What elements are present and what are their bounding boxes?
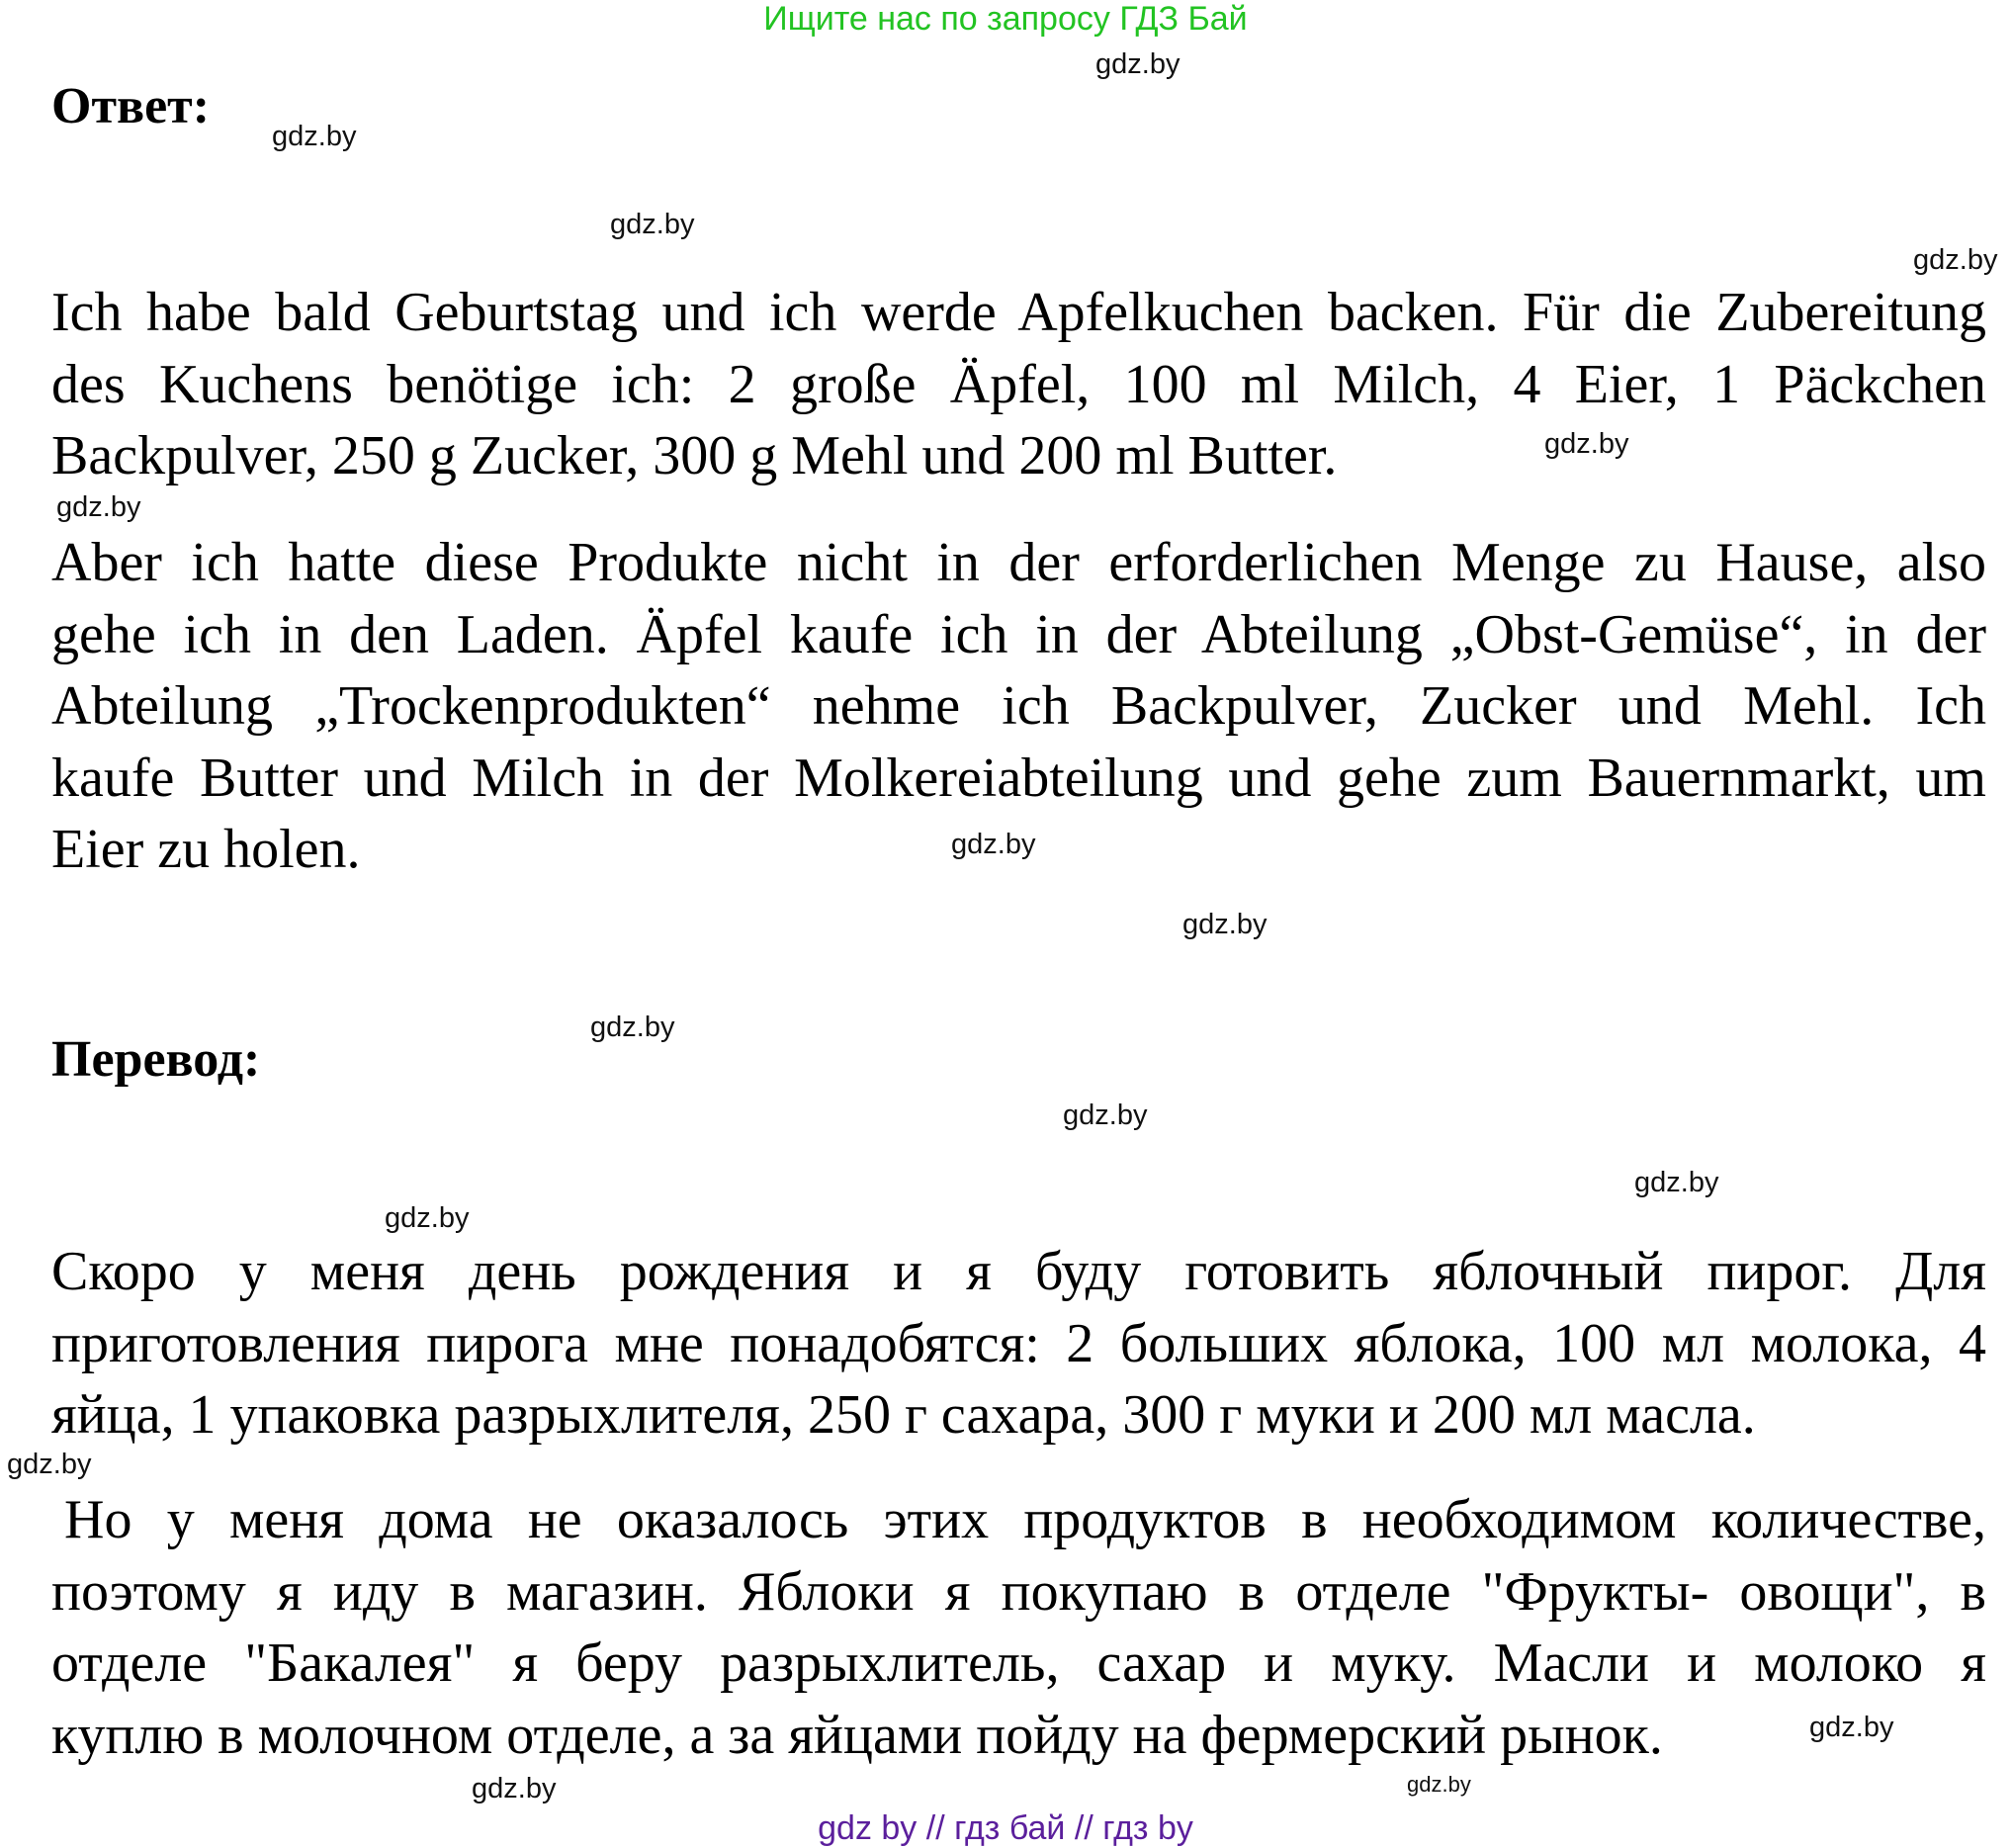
watermark: gdz.by	[1063, 1100, 1148, 1131]
search-banner: Ищите нас по запросу ГДЗ Бай	[763, 0, 1248, 38]
watermark: gdz.by	[951, 829, 1036, 860]
text-line: des Kuchens benötige ich: 2 große Äpfel, 100 ml Milch, 4 Eier, 1 Päckchen	[51, 353, 1986, 415]
text-line: Скоро у меня день рождения и я буду готовить яблочный пирог. Для	[51, 1241, 1986, 1302]
watermark: gdz.by	[1182, 909, 1268, 940]
watermark: gdz.by	[472, 1773, 557, 1804]
text-line: gehe ich in den Laden. Äpfel kaufe ich in der Abteilung „Obst-Gemüse“, in der	[51, 603, 1986, 665]
footer-links: gdz by // гдз бай // гдз by	[818, 1809, 1193, 1847]
translation-heading: Перевод:	[51, 1031, 261, 1088]
watermark: gdz.by	[610, 209, 695, 240]
watermark: gdz.by	[1809, 1712, 1894, 1743]
text-line: поэтому я иду в магазин. Яблоки я покупаю в отделе "Фрукты- овощи", в	[51, 1560, 1986, 1623]
answer-heading: Ответ:	[51, 78, 211, 134]
text-line: куплю в молочном отделе, а за яйцами пойду на фермерский рынок.	[51, 1704, 1663, 1766]
paragraph	[51, 1236, 1986, 1452]
watermark: gdz.by	[590, 1012, 675, 1043]
watermark: gdz.by	[1095, 48, 1180, 80]
text-line: Abteilung „Trockenprodukten“ nehme ich Backpulver, Zucker und Mehl. Ich	[51, 675, 1986, 737]
text-line: Aber ich hatte diese Produkte nicht in der erforderlichen Menge zu Hause, also	[51, 532, 1986, 593]
watermark: gdz.by	[7, 1449, 92, 1480]
text-line: приготовления пирога мне понадобятся: 2 больших яблока, 100 мл молока, 4	[51, 1312, 1986, 1374]
text-line: Backpulver, 250 g Zucker, 300 g Mehl und 200 ml Butter.	[51, 425, 1338, 486]
watermark: gdz.by	[1544, 428, 1629, 460]
watermark: gdz.by	[56, 491, 141, 523]
watermark: gdz.by	[1634, 1167, 1719, 1198]
text-line: отделе "Бакалея" я беру разрыхлитель, сахар и муку. Масли и молоко я	[51, 1632, 1986, 1694]
text-line: яйца, 1 упаковка разрыхлителя, 250 г сахара, 300 г муки и 200 мл масла.	[51, 1384, 1756, 1446]
watermark: gdz.by	[1407, 1772, 1471, 1797]
text-line: Eier zu holen.	[51, 819, 361, 880]
text-line: Но у меня дома не оказалось этих продуктов в необходимом количестве,	[64, 1489, 1986, 1550]
text-line: Ich habe bald Geburtstag und ich werde Apfelkuchen backen. Für die Zubereitung	[51, 282, 1986, 343]
paragraph	[51, 277, 1986, 492]
watermark: gdz.by	[1913, 244, 1998, 276]
watermark: gdz.by	[272, 121, 357, 152]
paragraph	[51, 1484, 1986, 1771]
watermark: gdz.by	[385, 1202, 470, 1234]
text-line: kaufe Butter und Milch in der Molkereiabteilung und gehe zum Bauernmarkt, um	[51, 747, 1986, 809]
